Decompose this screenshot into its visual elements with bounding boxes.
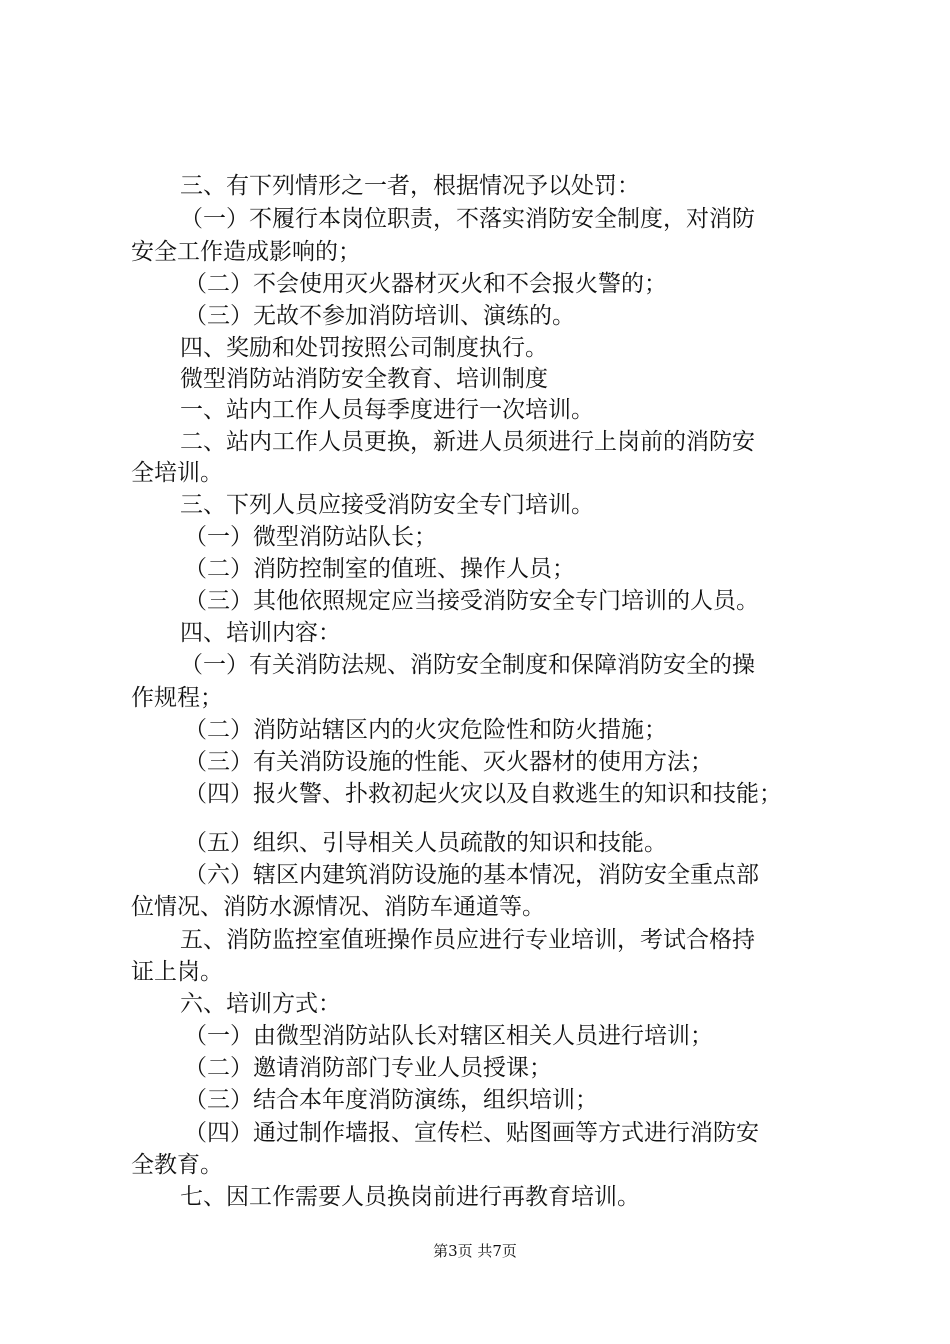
text-line: （四）通过制作墙报、宣传栏、贴图画等方式进行消防安 <box>184 1120 759 1146</box>
text-line: 全培训。 <box>131 460 223 486</box>
text-line: 五、消防监控室值班操作员应进行专业培训，考试合格持 <box>180 927 755 953</box>
text-line: 安全工作造成影响的； <box>131 239 361 265</box>
text-line: （五）组织、引导相关人员疏散的知识和技能。 <box>184 830 667 856</box>
text-line: （一）有关消防法规、消防安全制度和保障消防安全的操 <box>180 652 755 678</box>
text-line: （六）辖区内建筑消防设施的基本情况，消防安全重点部 <box>184 862 759 888</box>
text-line: （一）微型消防站队长； <box>184 524 437 550</box>
text-line: 七、因工作需要人员换岗前进行再教育培训。 <box>180 1184 640 1210</box>
text-line: （二）消防站辖区内的火灾危险性和防火措施； <box>184 717 667 743</box>
text-line: （二）不会使用灭火器材灭火和不会报火警的； <box>184 271 667 297</box>
text-line: 全教育。 <box>131 1152 223 1178</box>
section-title: 微型消防站消防安全教育、培训制度 <box>180 366 548 392</box>
text-line: 四、奖励和处罚按照公司制度执行。 <box>180 335 548 361</box>
page-number: 第3页 共7页 <box>433 1242 517 1260</box>
text-line: 三、有下列情形之一者，根据情况予以处罚： <box>180 173 640 199</box>
text-line: （一）不履行本岗位职责，不落实消防安全制度，对消防 <box>180 206 755 232</box>
text-line: 三、下列人员应接受消防安全专门培训。 <box>180 492 594 518</box>
text-line: （三）有关消防设施的性能、灭火器材的使用方法； <box>184 749 713 775</box>
text-line: （二）消防控制室的值班、操作人员； <box>184 556 575 582</box>
text-line: （三）结合本年度消防演练，组织培训； <box>184 1087 598 1113</box>
text-line: （一）由微型消防站队长对辖区相关人员进行培训； <box>184 1023 713 1049</box>
text-line: 作规程； <box>131 685 223 711</box>
text-line: （三）无故不参加消防培训、演练的。 <box>184 303 575 329</box>
text-line: 二、站内工作人员更换，新进人员须进行上岗前的消防安 <box>180 429 755 455</box>
text-line: 证上岗。 <box>131 959 223 985</box>
text-line: （二）邀请消防部门专业人员授课； <box>184 1055 552 1081</box>
text-line: （三）其他依照规定应当接受消防安全专门培训的人员。 <box>184 588 759 614</box>
text-line: 六、培训方式： <box>180 991 341 1017</box>
text-line: （四）报火警、扑救初起火灾以及自救逃生的知识和技能； <box>184 781 782 807</box>
text-line: 位情况、消防水源情况、消防车通道等。 <box>131 894 545 920</box>
text-line: 一、站内工作人员每季度进行一次培训。 <box>180 397 594 423</box>
text-line: 四、培训内容： <box>180 620 341 646</box>
